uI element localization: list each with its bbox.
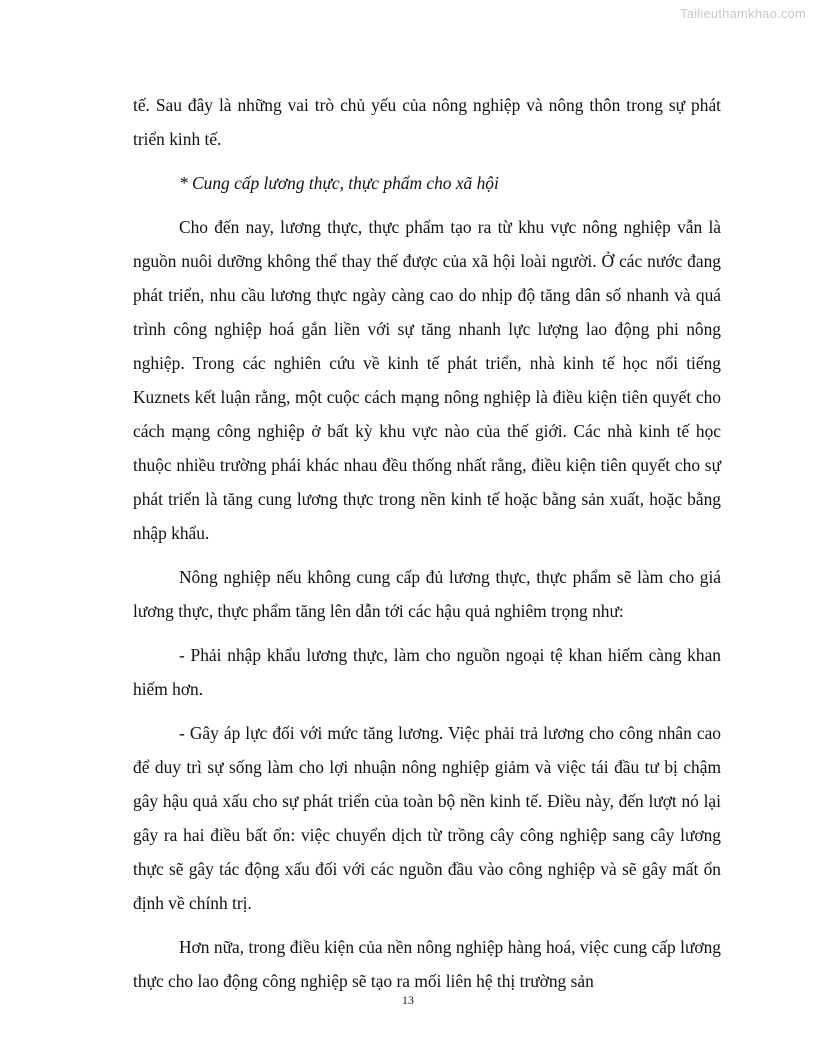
page-number: 13 bbox=[402, 993, 414, 1007]
paragraph-food-role: Cho đến nay, lương thực, thực phẩm tạo ra từ khu vực nông nghiệp vẫn là nguồn nuôi dưỡng không thể thay thế được của xã hội loài người. Ở các nước đang phát triển, nhu cầu lương thực ngày càng cao do nhịp độ tăng dân số nhanh và quá trình công nghiệp hoá gắn liền với sự tăng nhanh lực lượng lao động phi nông nghiệp. Trong các nghiên cứu về kinh tế phát triển, nhà kinh tế học nổi tiếng Kuznets kết luận rằng, một cuộc cách mạng nông nghiệp là điều kiện tiên quyết cho cách mạng công nghiệp ở bất kỳ khu vực nào của thế giới. Các nhà kinh tế học thuộc nhiều trường phái khác nhau đều thống nhất rằng, điều kiện tiên quyết cho sự phát triển là tăng cung lương thực trong nền kinh tế hoặc bằng sản xuất, hoặc bằng nhập khẩu. bbox=[133, 217, 721, 543]
paragraph-market-linkage: Hơn nữa, trong điều kiện của nền nông nghiệp hàng hoá, việc cung cấp lương thực cho lao động công nghiệp sẽ tạo ra mối liên hệ thị trường sản bbox=[133, 937, 721, 991]
list-item-import: - Phải nhập khẩu lương thực, làm cho nguồn ngoại tệ khan hiếm càng khan hiếm hơn. bbox=[133, 645, 721, 699]
document-body bbox=[133, 88, 721, 1008]
paragraph-consequences-intro: Nông nghiệp nếu không cung cấp đủ lương thực, thực phẩm sẽ làm cho giá lương thực, thực phẩm tăng lên dẫn tới các hậu quả nghiêm trọng như: bbox=[133, 567, 721, 621]
paragraph-intro-continuation: tế. Sau đây là những vai trò chủ yếu của nông nghiệp và nông thôn trong sự phát triển kinh tế. bbox=[133, 95, 721, 149]
list-item-wage-pressure: - Gây áp lực đối với mức tăng lương. Việc phải trả lương cho công nhân cao để duy trì sự sống làm cho lợi nhuận nông nghiệp giảm và việc tái đầu tư bị chậm gây hậu quả xấu cho sự phát triển của toàn bộ nền kinh tế. Điều này, đến lượt nó lại gây ra hai điều bất ổn: việc chuyển dịch từ trồng cây công nghiệp sang cây lương thực sẽ gây tác động xấu đối với các nguồn đầu vào công nghiệp và sẽ gây mất ổn định về chính trị. bbox=[133, 723, 721, 913]
watermark: Tailieuthamkhao.com bbox=[680, 6, 806, 21]
section-heading-food-supply: * Cung cấp lương thực, thực phẩm cho xã hội bbox=[179, 173, 499, 193]
